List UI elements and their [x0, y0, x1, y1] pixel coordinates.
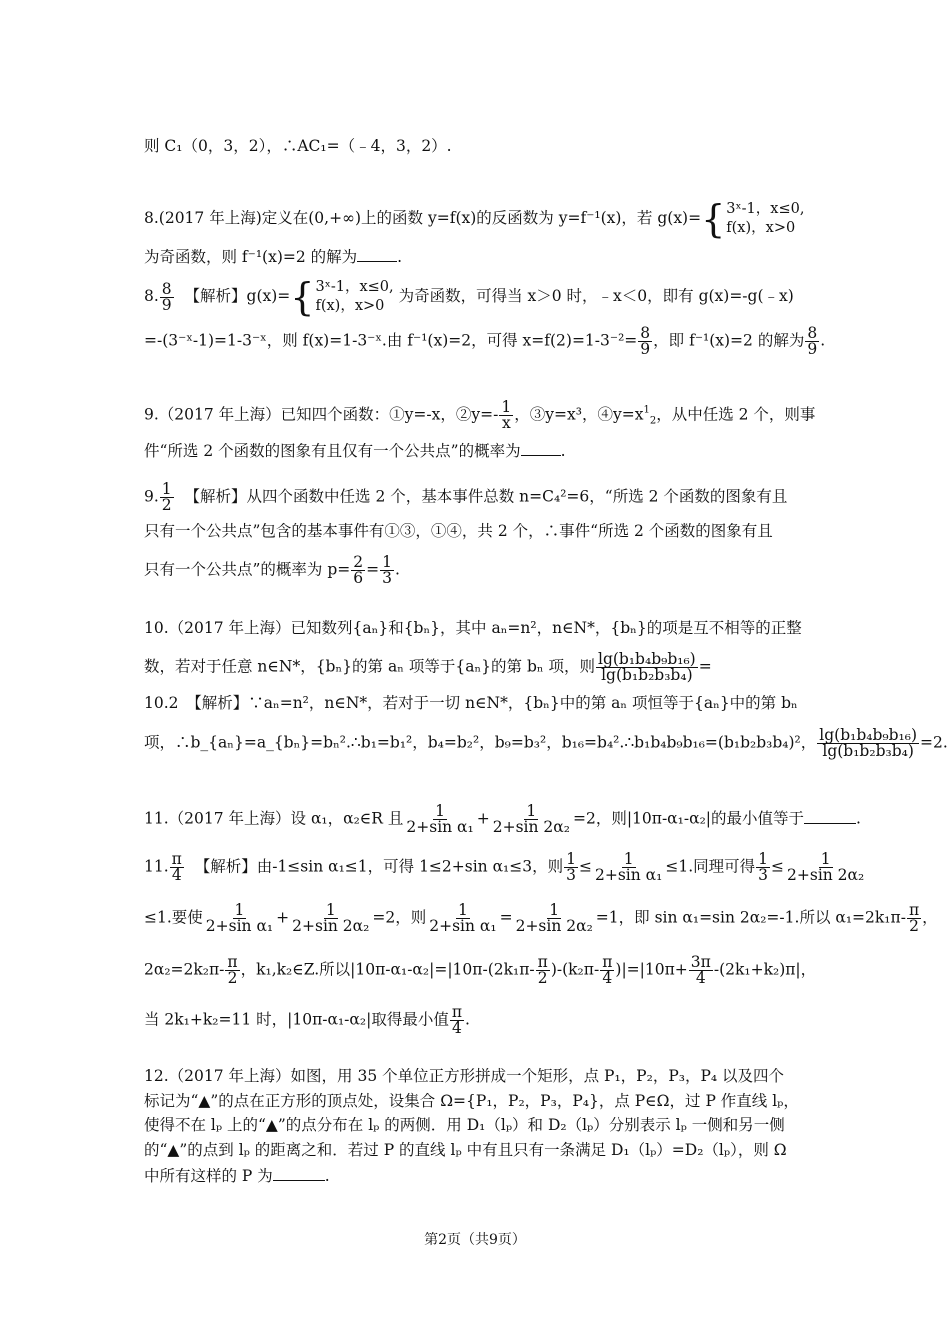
q11-answer2: ≤1.要使 $\frac{1}{\text{2+sin α₁}}$ + $\frac{1}{\text{2+sin 2α₂}}$ =2，则 $\frac{1}{\text{2+sin α₁}}$ = $\frac{1}{\text{2+sin 2α₂}}$ =1，即 sin α₁=sin 2α₂=-1.所以 α₁=2k₁π- $\frac{\pi}{2}$ ，: [144, 901, 938, 935]
q8-answer1: 8. $\frac{8}{9}$ 【解析】g(x)= { 3ˣ-1，x≤0, f(x)，x>0 为奇函数，可得当 x＞0 时，﹣x＜0，即有 g(x)=-g(﹣x): [144, 275, 794, 319]
q11-answer3: 2α₂=2k₂π- $\frac{\pi}{2}$ ，k₁,k₂∈Z.所以|10π-α₁-α₂|=|10π-(2k₁π- $\frac{\pi}{2}$ )-(k₂π- $\frac{\pi}{4}$ )|=|10π+ $\frac{3\pi}{4}$ -(2k₁+k₂)π|，: [144, 953, 817, 987]
q9-answer1: 9. $\frac{1}{2}$ 【解析】从四个函数中任选 2 个，基本事件总数 n=C₄²=6，“所选 2 个函数的图象有且: [144, 480, 788, 514]
q11-answer1: 11. $\frac{\pi}{4}$ 【解析】由-1≤sin α₁≤1，可得 1≤2+sin α₁≤3，则 $\frac{1}{3}$ ≤ $\frac{1}{\text{2+sin α₁}}$ ≤1.同理可得 $\frac{1}{3}$ ≤ $\frac{1}{\text{2+sin 2α₂}}$: [144, 850, 865, 884]
q8-answer2: =-(3⁻ˣ-1)=1-3⁻ˣ，则 f(x)=1-3⁻ˣ.由 f⁻¹(x)=2，可得 x=f(2)=1-3⁻²= $\frac{8}{9}$ ，即 f⁻¹(x)=2 的解为 $\frac{8}{9}$ .: [144, 324, 826, 358]
q12-line3: 使得不在 lₚ 上的“▲”的点分布在 lₚ 的两侧．用 D₁（lₚ）和 D₂（lₚ）分别表示 lₚ 一侧和另一侧: [144, 1116, 785, 1134]
q9-line2: 件“所选 2 个函数的图象有且仅有一个公共点”的概率为 .: [144, 442, 566, 460]
q10-line2: 数，若对于任意 n∈N*，{bₙ}的第 aₙ 项等于{aₙ}的第 bₙ 项，则 $\frac{\text{lg(b₁b₄b₉b₁₆)}}{\text{lg(b₁b₂b₃b₄)}}$ =: [144, 650, 712, 684]
q8-line2: 为奇函数，则 f⁻¹(x)=2 的解为 .: [144, 248, 403, 266]
q9-line1: 9.（2017 年上海）已知四个函数：①y=-x，②y=- $\frac{1}{x}$ ，③y=x³，$④y=x^1_2$，从中任选 2 个，则事: [144, 398, 816, 432]
q9-answer2: 只有一个公共点”包含的基本事件有①③，①④，共 2 个，∴事件“所选 2 个函数的图象有且: [144, 522, 773, 540]
line-c1: 则 C₁（0，3，2），∴AC₁=（﹣4，3，2）.: [144, 137, 452, 155]
q11-answer4: 当 2k₁+k₂=11 时，|10π-α₁-α₂|取得最小值 $\frac{\pi}{4}$ .: [144, 1003, 470, 1037]
q9-answer3: 只有一个公共点”的概率为 p= $\frac{2}{6}$ = $\frac{1}{3}$ .: [144, 553, 400, 587]
q12-line4: 的“▲”的点到 lₚ 的距离之和．若过 P 的直线 lₚ 中有且只有一条满足 D₁（lₚ）=D₂（lₚ），则 Ω: [144, 1141, 787, 1159]
q11-line1: 11.（2017 年上海）设 α₁，α₂∈R 且 $\frac{1}{\text{2+sin α₁}}$ + $\frac{1}{\text{2+sin 2α₂}}$ =2，则|10π-α₁-α₂|的最小值等于 .: [144, 802, 861, 836]
page-footer: 第2页（共9页）: [424, 1232, 526, 1248]
q8-line1: 8.(2017 年上海)定义在(0,+∞)上的函数 y=f(x)的反函数为 y=f⁻¹(x)，若 g(x)= { 3ˣ-1，x≤0, f(x)，x>0: [144, 197, 805, 241]
q12-line5: 中所有这样的 P 为 .: [144, 1167, 330, 1185]
q10-answer1: 10.2 【解析】∵aₙ=n²，n∈N*，若对于一切 n∈N*，{bₙ}中的第 aₙ 项恒等于{aₙ}中的第 bₙ: [144, 694, 798, 712]
q10-answer2: 项，∴b_{aₙ}=a_{bₙ}=bₙ².∴b₁=b₁²，b₄=b₂²，b₉=b₃²，b₁₆=b₄².∴b₁b₄b₉b₁₆=(b₁b₂b₃b₄)²， $\frac{\text{lg(b₁b₄b₉b₁₆)}}{\text{lg(b₁b₂b₃b₄)}}$ =2.: [144, 726, 948, 760]
q12-line1: 12.（2017 年上海）如图，用 35 个单位正方形拼成一个矩形，点 P₁，P₂，P₃，P₄ 以及四个: [144, 1067, 785, 1085]
q10-line1: 10.（2017 年上海）已知数列{aₙ}和{bₙ}，其中 aₙ=n²，n∈N*，{bₙ}的项是互不相等的正整: [144, 619, 802, 637]
q12-line2: 标记为“▲”的点在正方形的顶点处，设集合 Ω={P₁，P₂，P₃，P₄}，点 P∈Ω，过 P 作直线 lₚ，: [144, 1092, 799, 1110]
